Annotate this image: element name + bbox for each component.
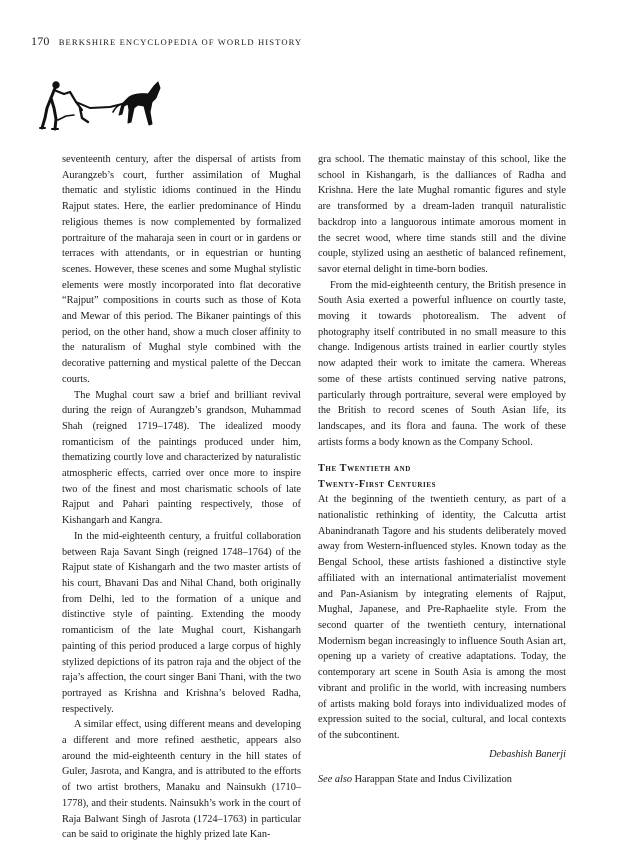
left-column — [62, 152, 301, 843]
section-heading-line-1: The Twentieth and — [318, 463, 411, 475]
section-heading — [318, 461, 566, 492]
section-heading-line-2: Twenty-First Centuries — [318, 478, 437, 490]
running-header — [31, 34, 302, 49]
left-paragraph-4: A similar effect, using different means and developing a different and more refined aesthetic, appears also around the mid-eighteenth century in the hill states of Guler, Jasrota, and Kangra, and is attributed to the efforts of two artist brothers, Manaku and Nainsukh (1710–1778), and their students. Nainsukh’s work in the court of Raja Balwant Singh of Jasrota (1724–1763) in particular can be said to originate the highly prized late Kan- — [62, 719, 301, 841]
right-paragraph-1: gra school. The thematic mainstay of this school, like the school in Kishangarh, is the dalliances of Radha and Krishna. Here the late Mughal romantic figures and style are transformed by a dream-laden tranquil naturalistic backdrop into a languorous intimate amorous moment in the secret wood, where time stands still and the divine couple, stylized using an aesthetic of balanced refinement, savor eternal delight in time-born bodies. — [318, 154, 566, 275]
see-also-label: See also — [318, 774, 353, 786]
left-paragraph-3: In the mid-eighteenth century, a fruitful collaboration between Raja Savant Singh (reigned 1748–1764) of the Rajput state of Kishangarh and the two master artists of his court, Bhavani Das and Nihal Chand, both originally from Delhi, led to the formation of a unique and distinctive style of painting. Extending the moody romanticism of the late Mughal court, Kishangarh painting of this period produced a large corpus of highly stylized depictions of its patron raja and the object of the raja’s affection, the court singer Bani Thani, with the two portrayed as Krishna and Krishna’s beloved Radha, respectively. — [62, 530, 301, 715]
author-signature: Debashish Banerji — [489, 748, 566, 760]
plowman-horse-illustration-icon — [18, 78, 168, 132]
right-column — [318, 152, 566, 788]
see-also — [318, 772, 566, 788]
running-title: BERKSHIRE ENCYCLOPEDIA OF WORLD HISTORY — [58, 37, 303, 47]
page-number: 170 — [31, 34, 50, 48]
see-also-link[interactable]: Harappan State and Indus Civilization — [352, 774, 512, 786]
right-paragraph-2: From the mid-eighteenth century, the British presence in South Asia exerted a powerful influence on courtly taste, moving it towards photorealism. The advent of photography itself contributed in no small measure to this change. Indigenous artists trained in earlier courtly styles now adapted their work to imitate the camera. Whereas some of these artists continued serving native patrons, particularly through portraiture, several were employed by the British to record scenes of South Asian life, its landscapes, and its flora and fauna. The work of these artists forms a body known as the Company School. — [318, 279, 566, 448]
section-paragraph: At the beginning of the twentieth century, as part of a nationalistic rethinking of identity, the Calcutta artist Abanindranath Tagore and his students deliberately moved away from Western-influenced styles. Known today as the Bengal School, these artists fashioned a distinctive style affiliated with an international antimaterialist movement and Pan-Asianism by integrating elements of Rajput, Mughal, Japanese, and Pre-Raphaelite style. From the second quarter of the twentieth century, international Modernism began increasingly to influence South Asian art, opening up a variety of creative adaptations. Today, the contemporary art scene in South Asia is among the most vibrant and prolific in the world, with increasing numbers of artists making bold forays into individualized modes of expression suited to the social, cultural, and local contexts of the subcontinent. — [318, 494, 566, 741]
left-paragraph-2: The Mughal court saw a brief and brilliant revival during the reign of Aurangzeb’s grandson, Muhammad Shah (reigned 1719–1748). The idealized moody romanticism of the paintings produced under him, thematizing courtly love and characterized by naturalistic atmospheric effects, carried over once more to inspire two of the finest and most charismatic schools of late Rajput and Pahari painting respectively, those of Kishangarh and Kangra. — [62, 389, 301, 527]
left-paragraph-1: seventeenth century, after the dispersal of artists from Aurangzeb’s court, further assimilation of Mughal thematic and stylistic idioms continued in the Hindu Rajput states. Here, the earlier predominance of Hindu religious themes is now complemented by formalized portraiture of the maharaja seen in court or in gardens or terraces with attendants, or in equestrian or hunting scenes. However, these scenes and some Mughal stylistic elements were mostly incorporated into flat decorative “Rajput” compositions in courts such as those of Kota and Mewar of this period. The Bikaner paintings of this period, on the other hand, show a much closer affinity to the naturalism of Mughal style combined with the decorative patterning and mystical palette of the Deccan courts. — [62, 154, 301, 385]
